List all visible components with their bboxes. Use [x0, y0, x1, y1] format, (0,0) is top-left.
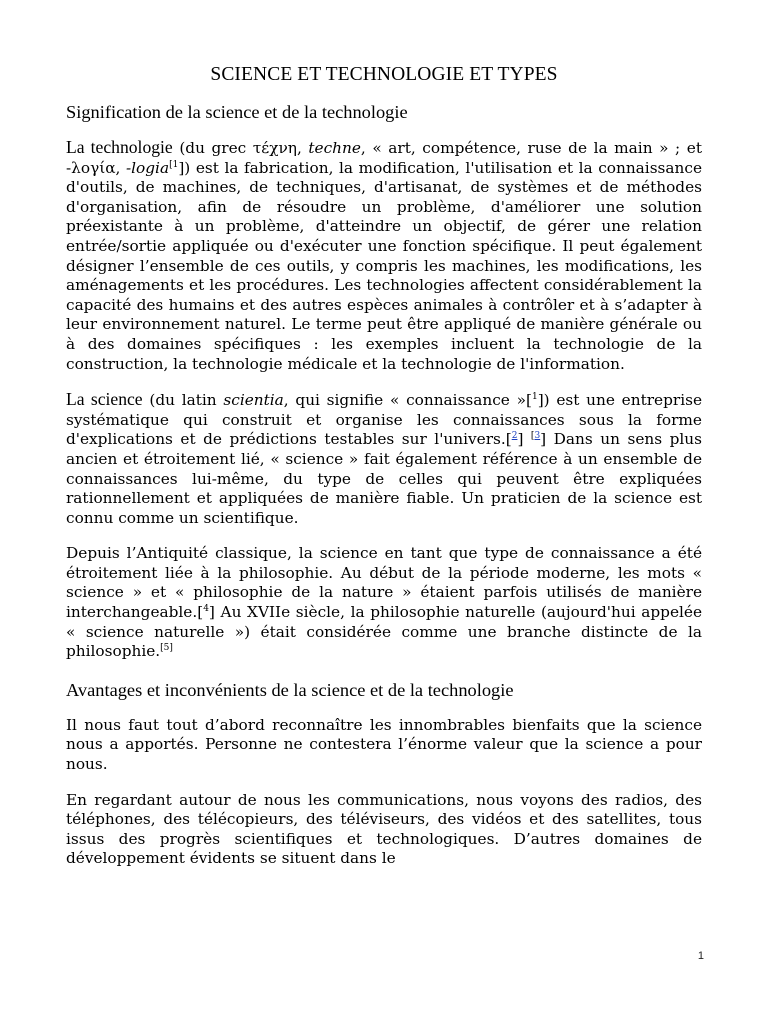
- footnote-bracket: [: [530, 431, 535, 442]
- footnote-ref-4[interactable]: 4: [203, 603, 209, 614]
- document-title: SCIENCE ET TECHNOLOGIE ET TYPES: [210, 64, 558, 85]
- text-run: ]) est une entreprise systématique qui construit et organise les connaissances sous la forme d'explications et de prédictions testables sur l'univers.[: [66, 391, 703, 449]
- footnote-ref-5[interactable]: [5]: [160, 643, 173, 654]
- paragraph-technology: [66, 138, 702, 374]
- text-run: Depuis l’Antiquité classique, la science en tant que type de connaissance a été étroitement liée à la philosophie. Au début de la période moderne, les mots « science » et « philosophie de la nature » étaient parfois utilisés de manière interchangeable.[: [66, 544, 702, 622]
- text-run: ,: [296, 139, 309, 157]
- footnote-ref-3[interactable]: 3: [534, 431, 541, 442]
- text-run: ] Dans un sens plus ancien et étroitement lié, « science » fait également référence à un ensemble de connaissances lui-même, du type de celles qui peuvent être expliquées rationnellement et appliquées de manière fiable. Un praticien de la science est connu comme un scientifique.: [66, 430, 702, 527]
- paragraph-philosophy: [66, 544, 702, 662]
- text-run: , « art, compétence, ruse de la main » ; et -: [66, 139, 702, 177]
- term-technology: La technologie: [66, 137, 173, 157]
- text-run: (du latin: [142, 391, 224, 410]
- greek-word-logia: λογία: [71, 158, 116, 177]
- text-run: ]: [517, 430, 531, 449]
- footnote-ref-1[interactable]: [1: [169, 159, 179, 170]
- text-run: , qui signifie « connaissance »[: [283, 391, 532, 410]
- greek-word-techne: τέχνη: [252, 139, 297, 157]
- text-run: ,: [115, 158, 126, 177]
- footnote-ref-1[interactable]: 1: [531, 392, 538, 403]
- text-run: ]) est la fabrication, la modification, l'utilisation et la connaissance d'outils, de machines, de techniques, d'artisanat, de systèmes et de méthodes d'organisation, afin de résoudre un problème, d'améliorer une solution préexistante à un problème, d'atteindre un objectif, de gérer une relation entrée/sortie appliquée ou d'exécuter une fonction spécifique. Il peut également désigner l’ensemble de ces outils, y compris les machines, les modifications, les aménagements et les procédures. Les technologies affectent considérablement la capacité des humains et des autres espèces animales à contrôler et à s’adapter à leur environnement naturel. Le terme peut être appliqué de manière générale ou à des domaines spécifiques : les exemples incluent la technologie de la construction, la technologie médicale et la technologie de l'information.: [66, 158, 702, 373]
- document-page: [66, 62, 702, 885]
- italic-logia: -logia: [125, 158, 170, 177]
- term-science: La science: [66, 389, 143, 410]
- page-number: 1: [697, 950, 704, 962]
- section-heading-advantages: Avantages et inconvénients de la science et de la technologie: [66, 679, 514, 700]
- text-run: ] Au XVIIe siècle, la philosophie naturelle (aujourd'hui appelée « science naturelle ») était considérée comme une branche distincte de la philosophie.: [66, 603, 702, 661]
- text-run: (du grec: [172, 139, 253, 157]
- paragraph-science: [66, 390, 702, 528]
- italic-techne: techne: [308, 139, 361, 157]
- italic-scientia: scientia: [223, 391, 284, 410]
- footnote-ref-2[interactable]: 2: [511, 431, 518, 442]
- paragraph-communications: En regardant autour de nous les communications, nous voyons des radios, des téléphones, des télécopieurs, des téléviseurs, des vidéos et des satellites, tous issus des progrès scientifiques et technologiques. D’autres domaines de développement évidents se situent dans le: [66, 790, 702, 868]
- paragraph-benefits: Il nous faut tout d’abord reconnaître les innombrables bienfaits que la science nous a apportés. Personne ne contestera l’énorme valeur que la science a pour nous.: [66, 715, 702, 774]
- section-heading-meaning: Signification de la science et de la technologie: [66, 102, 408, 122]
